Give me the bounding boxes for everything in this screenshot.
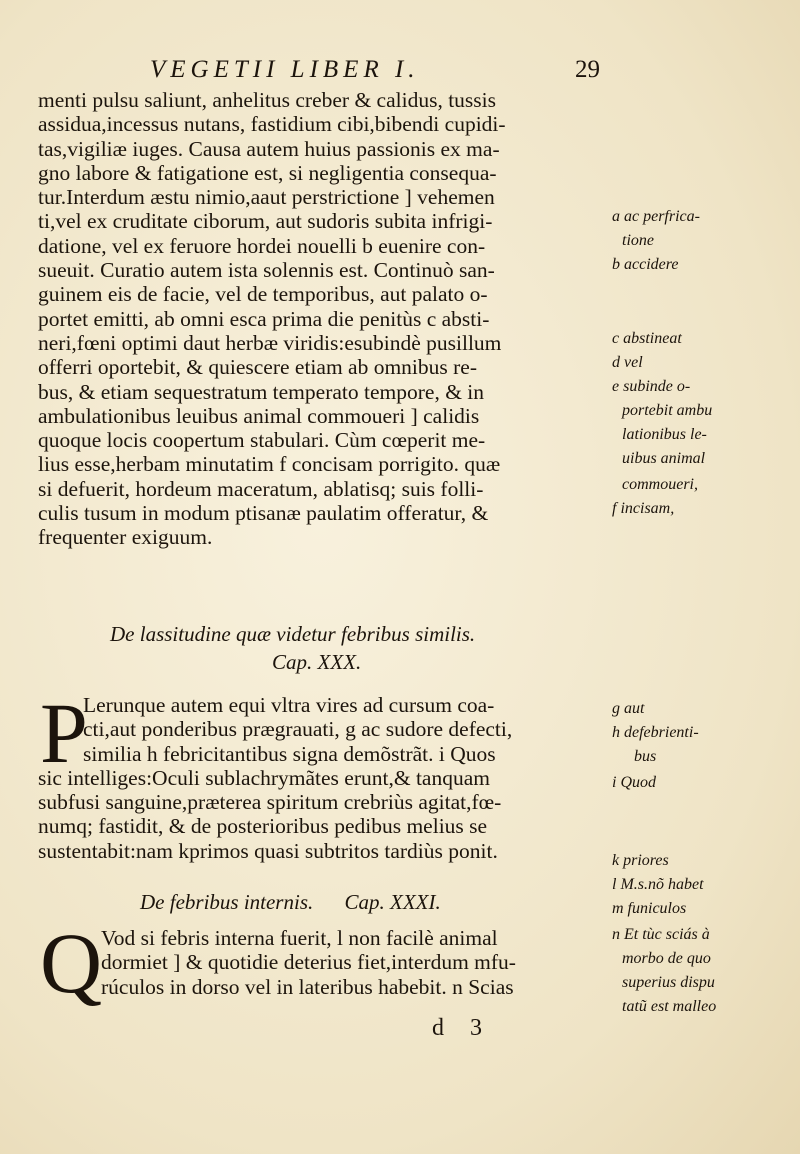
margin-note: morbo de quo [622,950,711,967]
section-cap31-text [38,926,608,999]
margin-note: m funiculos [612,900,687,917]
text-line: ti,vel ex cruditate ciborum, aut sudoris subita infrigi- [38,209,493,234]
text-line: datione, vel ex feruore hordei nouelli b euenire con- [38,233,486,258]
text-line: Vod si febris interna fuerit, l non facilè animal [101,926,498,950]
margin-note: k priores [612,852,669,869]
margin-note: portebit ambu [622,402,713,419]
page-number: 29 [575,56,600,83]
text-line: Lerunque autem equi vltra vires ad cursum coa- [83,693,495,717]
margin-note: c abstineat [612,330,682,347]
text-line: bus, & etiam sequestratum temperato tempore, & in [38,379,485,404]
margin-note: commoueri, [622,476,698,493]
margin-note: tione [622,232,654,249]
signature-mark: d 3 [432,1015,492,1041]
margin-note: tatũ est malleo [622,998,717,1015]
chapter-heading-30: De lassitudine quæ videtur febribus similis. [110,622,476,646]
margin-note: uibus animal [622,450,706,467]
text-line: tas,vigiliæ iuges. Causa autem huius passionis ex ma- [38,136,500,161]
text-line: sic intelliges:Oculi sublachrymãtes erunt,& tanquam [38,765,490,790]
chapter-title-31: De febribus internis. [140,890,314,914]
text-line: si defuerit, hordeum maceratum, ablatisq; suis folli- [38,476,484,501]
text-line: assidua,incessus nutans, fastidium cibi,bibendi cupidi- [38,112,506,137]
running-header [150,56,600,86]
text-line: quoque locis coopertum stabulari. Cùm cœperit me- [38,428,486,453]
text-line: ambulationibus leuibus animal commoueri ] calidis [38,403,480,428]
drop-cap-p: P [40,685,88,781]
text-line: similia h febricitantibus signa demõstrãt. i Quos [83,741,496,766]
margin-note: b accidere [612,256,679,273]
text-line: tur.Interdum æstu nimio,aaut perstrictione ] vehemen [38,185,495,210]
text-line: sustentabit:nam kprimos quasi subtritos tardiùs ponit. [38,838,498,863]
chapter-number-31: Cap. XXXI. [344,890,441,914]
section-lassitude-text [38,88,608,550]
section-cap30-text [38,693,608,863]
text-line: lius esse,herbam minutatim f concisam porrigito. quæ [38,452,501,477]
margin-note: h defebrienti- [612,724,699,741]
text-line: portet emitti, ab omni esca prima die penitùs c absti- [38,306,490,331]
text-line: numq; fastidit, & de posterioribus pedibus melius se [38,814,488,839]
margin-note: e subinde o- [612,378,691,395]
text-line: menti pulsu saliunt, anhelitus creber & calidus, tussis [38,88,496,112]
margin-note: l M.s.nõ habet [612,876,704,893]
margin-note: f incisam, [612,500,675,517]
margin-note: i Quod [612,774,656,791]
text-line: sueuit. Curatio autem ista solennis est. Continuò san- [38,258,495,283]
margin-note: superius dispu [622,974,715,991]
margin-note: a ac perfrica- [612,208,700,225]
text-line: dormiet ] & quotidie deterius fiet,interdum mfu- [101,950,516,975]
margin-note: n Et tùc sciás à [612,926,710,943]
chapter-heading-31 [140,890,441,915]
text-line: cti,aut ponderibus prægrauati, g ac sudore defecti, [83,717,513,742]
text-line: subfusi sanguine,præterea spiritum crebriùs agitat,fœ- [38,790,502,815]
chapter-number-30: Cap. XXX. [272,650,362,674]
margin-note: g aut [612,700,645,717]
drop-cap-q: Q [40,915,103,1011]
text-line: rúculos in dorso vel in lateribus habebit. n Scias [101,974,514,999]
margin-note: lationibus le- [622,426,707,443]
margin-note: bus [634,748,657,765]
text-line: gno labore & fatigatione est, si negligentia consequa- [38,160,497,185]
text-line: offerri oportebit, & quiescere etiam ab omnibus re- [38,355,478,380]
margin-note: d vel [612,354,643,371]
text-line: frequenter exiguum. [38,525,213,550]
header-title: VEGETII LIBER I. [150,56,420,83]
text-line: guinem eis de facie, vel de temporibus, aut palato o- [38,282,488,307]
text-line: culis tusum in modum ptisanæ paulatim offeratur, & [38,501,489,526]
text-line: neri,fœni optimi daut herbæ viridis:esubindè pusillum [38,330,502,355]
